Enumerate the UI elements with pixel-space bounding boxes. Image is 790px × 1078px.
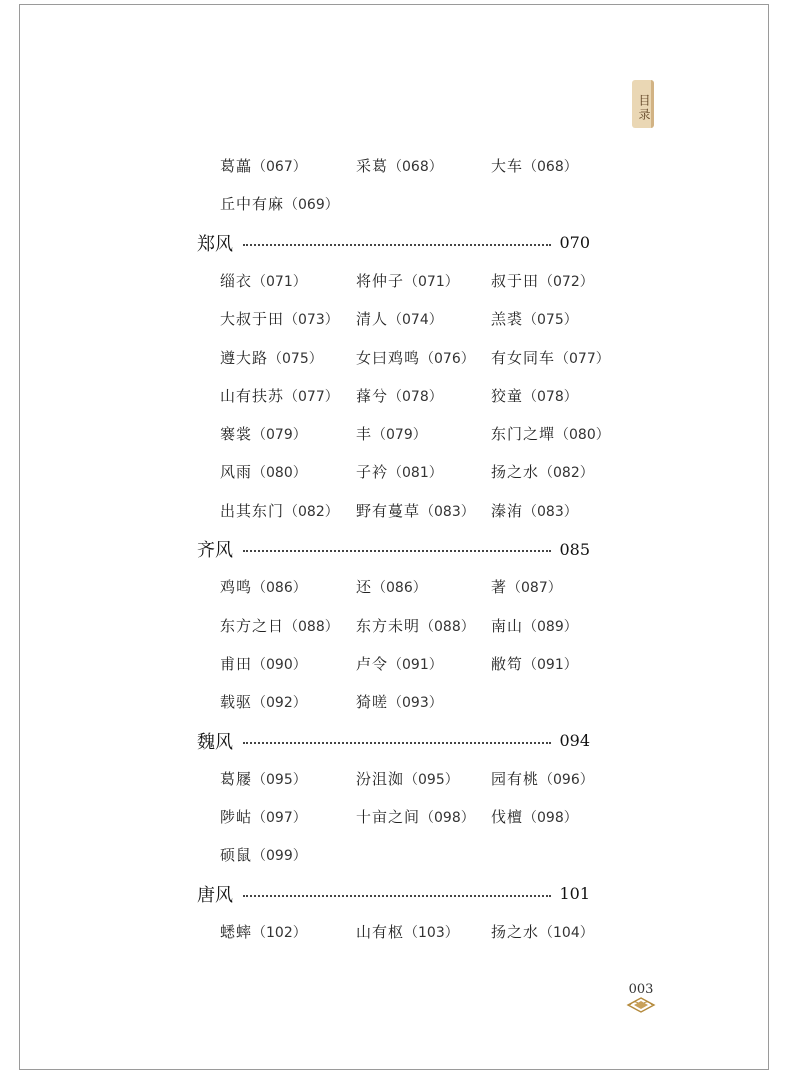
toc-entry[interactable] — [356, 921, 459, 942]
entry-title: 卢令 — [356, 654, 389, 673]
entry-page: （092） — [252, 695, 307, 712]
toc-entry[interactable] — [220, 806, 307, 827]
entry-title: 葛藟 — [220, 157, 253, 175]
entry-title: 敝笱 — [491, 654, 524, 673]
entry-title: 风雨 — [220, 463, 253, 482]
entry-title: 东方未明 — [356, 616, 421, 635]
section-heading[interactable] — [197, 882, 590, 906]
entry-title: 蟋蟀 — [220, 923, 253, 941]
section-name: 魏风 — [197, 731, 233, 753]
entry-page: （069） — [284, 197, 339, 214]
entry-page: （075） — [268, 350, 323, 367]
entry-title: 还 — [356, 578, 373, 597]
entry-title: 子衿 — [356, 463, 389, 482]
entry-page: （074） — [388, 312, 443, 329]
leader-dots — [243, 895, 551, 897]
entry-page: （083） — [523, 503, 578, 520]
toc-entry[interactable] — [491, 385, 578, 406]
toc-entry[interactable] — [491, 806, 578, 827]
toc-entry[interactable] — [220, 576, 307, 597]
entry-title: 山有枢 — [356, 923, 405, 941]
toc-entry[interactable] — [356, 423, 427, 444]
section-page-number: 101 — [559, 884, 590, 904]
entry-page: （083） — [420, 503, 475, 520]
entry-title: 有女同车 — [491, 348, 556, 367]
entry-page: （082） — [284, 503, 339, 520]
entry-title: 园有桃 — [491, 769, 540, 788]
toc-entry[interactable] — [491, 270, 594, 291]
entry-page: （097） — [252, 810, 307, 827]
entry-title: 缁衣 — [220, 271, 253, 290]
toc-entry[interactable] — [356, 768, 459, 789]
entry-page: （080） — [252, 465, 307, 482]
toc-entry[interactable] — [491, 653, 578, 674]
section-heading[interactable] — [197, 537, 590, 561]
entry-title: 溱洧 — [491, 501, 524, 520]
entry-title: 萚兮 — [356, 386, 389, 405]
entry-page: （073） — [284, 312, 339, 329]
entry-title: 十亩之间 — [356, 808, 421, 827]
entry-title: 著 — [491, 578, 508, 597]
entry-title: 鸡鸣 — [220, 578, 253, 597]
entry-page: （078） — [523, 388, 578, 405]
toc-entry[interactable] — [220, 193, 339, 214]
entry-page: （095） — [252, 771, 307, 788]
entry-title: 扬之水 — [491, 923, 540, 941]
leader-dots — [243, 244, 551, 246]
section-heading[interactable] — [197, 231, 590, 255]
toc-entry[interactable] — [220, 653, 307, 674]
toc-entry[interactable] — [491, 768, 594, 789]
section-name: 齐风 — [197, 540, 233, 561]
entry-page: （087） — [507, 580, 562, 597]
toc-side-tab[interactable]: 目录 — [632, 80, 654, 128]
entry-title: 丘中有麻 — [220, 195, 285, 214]
toc-entry[interactable] — [491, 155, 578, 176]
entry-title: 甫田 — [220, 654, 253, 673]
toc-entry[interactable] — [491, 615, 578, 636]
entry-title: 扬之水 — [491, 463, 540, 482]
toc-entry[interactable] — [356, 347, 475, 368]
entry-page: （088） — [420, 618, 475, 635]
toc-entry[interactable] — [220, 461, 307, 482]
toc-entry[interactable] — [220, 155, 307, 176]
toc-entry[interactable] — [491, 500, 578, 521]
entry-page: （098） — [523, 810, 578, 827]
toc-entry[interactable] — [220, 385, 339, 406]
leader-dots — [243, 742, 551, 744]
entry-page: （086） — [252, 580, 307, 597]
toc-entry[interactable] — [356, 576, 427, 597]
entry-title: 东方之日 — [220, 616, 285, 635]
entry-title: 东门之墠 — [491, 425, 556, 444]
entry-page: （078） — [388, 388, 443, 405]
toc-entry[interactable] — [356, 385, 443, 406]
toc-entry[interactable] — [491, 921, 594, 942]
entry-page: （091） — [523, 656, 578, 673]
entry-page: （068） — [388, 159, 443, 175]
entry-page: （080） — [555, 427, 610, 444]
toc-entry[interactable] — [220, 921, 307, 942]
toc-entry[interactable] — [220, 347, 323, 368]
entry-title: 狡童 — [491, 386, 524, 405]
toc-entry[interactable] — [220, 500, 339, 521]
entry-page: （099） — [252, 848, 307, 865]
entry-title: 猗嗟 — [356, 693, 389, 712]
entry-page: （082） — [539, 465, 594, 482]
entry-page: （068） — [523, 159, 578, 175]
section-heading[interactable] — [197, 729, 590, 753]
section-page-number: 094 — [559, 731, 590, 750]
entry-page: （086） — [372, 580, 427, 597]
entry-title: 褰裳 — [220, 425, 253, 444]
entry-page: （076） — [420, 350, 475, 367]
toc-entry[interactable] — [220, 844, 307, 865]
entry-title: 出其东门 — [220, 501, 285, 520]
entry-page: （077） — [284, 388, 339, 405]
section-page-number: 085 — [559, 539, 590, 559]
entry-page: （096） — [539, 771, 594, 788]
toc-entry[interactable] — [491, 308, 578, 329]
toc-entry[interactable] — [491, 347, 610, 368]
entry-title: 清人 — [356, 310, 389, 329]
entry-page: （095） — [404, 771, 459, 788]
leader-dots — [243, 550, 551, 552]
entry-title: 陟岵 — [220, 808, 253, 827]
entry-page: （072） — [539, 273, 594, 290]
toc-entry[interactable] — [220, 308, 339, 329]
entry-title: 葛屦 — [220, 769, 253, 788]
entry-title: 羔裘 — [491, 310, 524, 329]
toc-entry[interactable] — [356, 806, 475, 827]
toc-entry[interactable] — [356, 270, 459, 291]
entry-page: （079） — [252, 427, 307, 444]
entry-page: （071） — [252, 273, 307, 290]
entry-page: （090） — [252, 656, 307, 673]
entry-page: （089） — [523, 618, 578, 635]
toc-entry[interactable] — [356, 308, 443, 329]
entry-title: 女曰鸡鸣 — [356, 348, 421, 367]
toc-entry[interactable] — [491, 461, 594, 482]
entry-title: 汾沮洳 — [356, 769, 405, 788]
entry-title: 大车 — [491, 157, 524, 175]
entry-title: 丰 — [356, 425, 373, 444]
entry-page: （104） — [539, 925, 594, 941]
entry-page: （071） — [404, 273, 459, 290]
entry-title: 野有蔓草 — [356, 501, 421, 520]
toc-entry[interactable] — [220, 768, 307, 789]
entry-title: 将仲子 — [356, 271, 405, 290]
entry-page: （102） — [252, 925, 307, 941]
entry-page: （067） — [252, 159, 307, 175]
page-number: 003 — [628, 982, 654, 997]
diamond-ornament-icon — [626, 997, 656, 1013]
toc-entry[interactable] — [356, 615, 475, 636]
section-page-number: 070 — [559, 233, 590, 253]
entry-title: 硕鼠 — [220, 846, 253, 865]
entry-title: 山有扶苏 — [220, 386, 285, 405]
toc-entry[interactable] — [220, 615, 339, 636]
toc-entry[interactable] — [356, 500, 475, 521]
entry-page: （088） — [284, 618, 339, 635]
entry-title: 伐檀 — [491, 808, 524, 827]
toc-entry[interactable] — [356, 653, 443, 674]
toc-entry[interactable] — [220, 691, 307, 712]
toc-entry[interactable] — [220, 270, 307, 291]
section-name: 郑风 — [197, 233, 233, 255]
entry-page: （093） — [388, 695, 443, 712]
toc-entry[interactable] — [356, 155, 443, 176]
entry-title: 南山 — [491, 616, 524, 635]
entry-page: （091） — [388, 656, 443, 673]
entry-page: （079） — [372, 427, 427, 444]
toc-entry[interactable] — [491, 576, 562, 597]
entry-title: 叔于田 — [491, 271, 540, 290]
entry-page: （077） — [555, 350, 610, 367]
section-name: 唐风 — [197, 884, 233, 906]
entry-page: （075） — [523, 312, 578, 329]
entry-title: 采葛 — [356, 157, 389, 175]
toc-entry[interactable] — [220, 423, 307, 444]
toc-entry[interactable] — [356, 691, 443, 712]
entry-title: 大叔于田 — [220, 310, 285, 329]
entry-title: 载驱 — [220, 693, 253, 712]
entry-title: 遵大路 — [220, 348, 269, 367]
entry-page: （081） — [388, 465, 443, 482]
toc-entry[interactable] — [356, 461, 443, 482]
toc-entry[interactable] — [491, 423, 610, 444]
entry-page: （103） — [404, 925, 459, 941]
entry-page: （098） — [420, 810, 475, 827]
